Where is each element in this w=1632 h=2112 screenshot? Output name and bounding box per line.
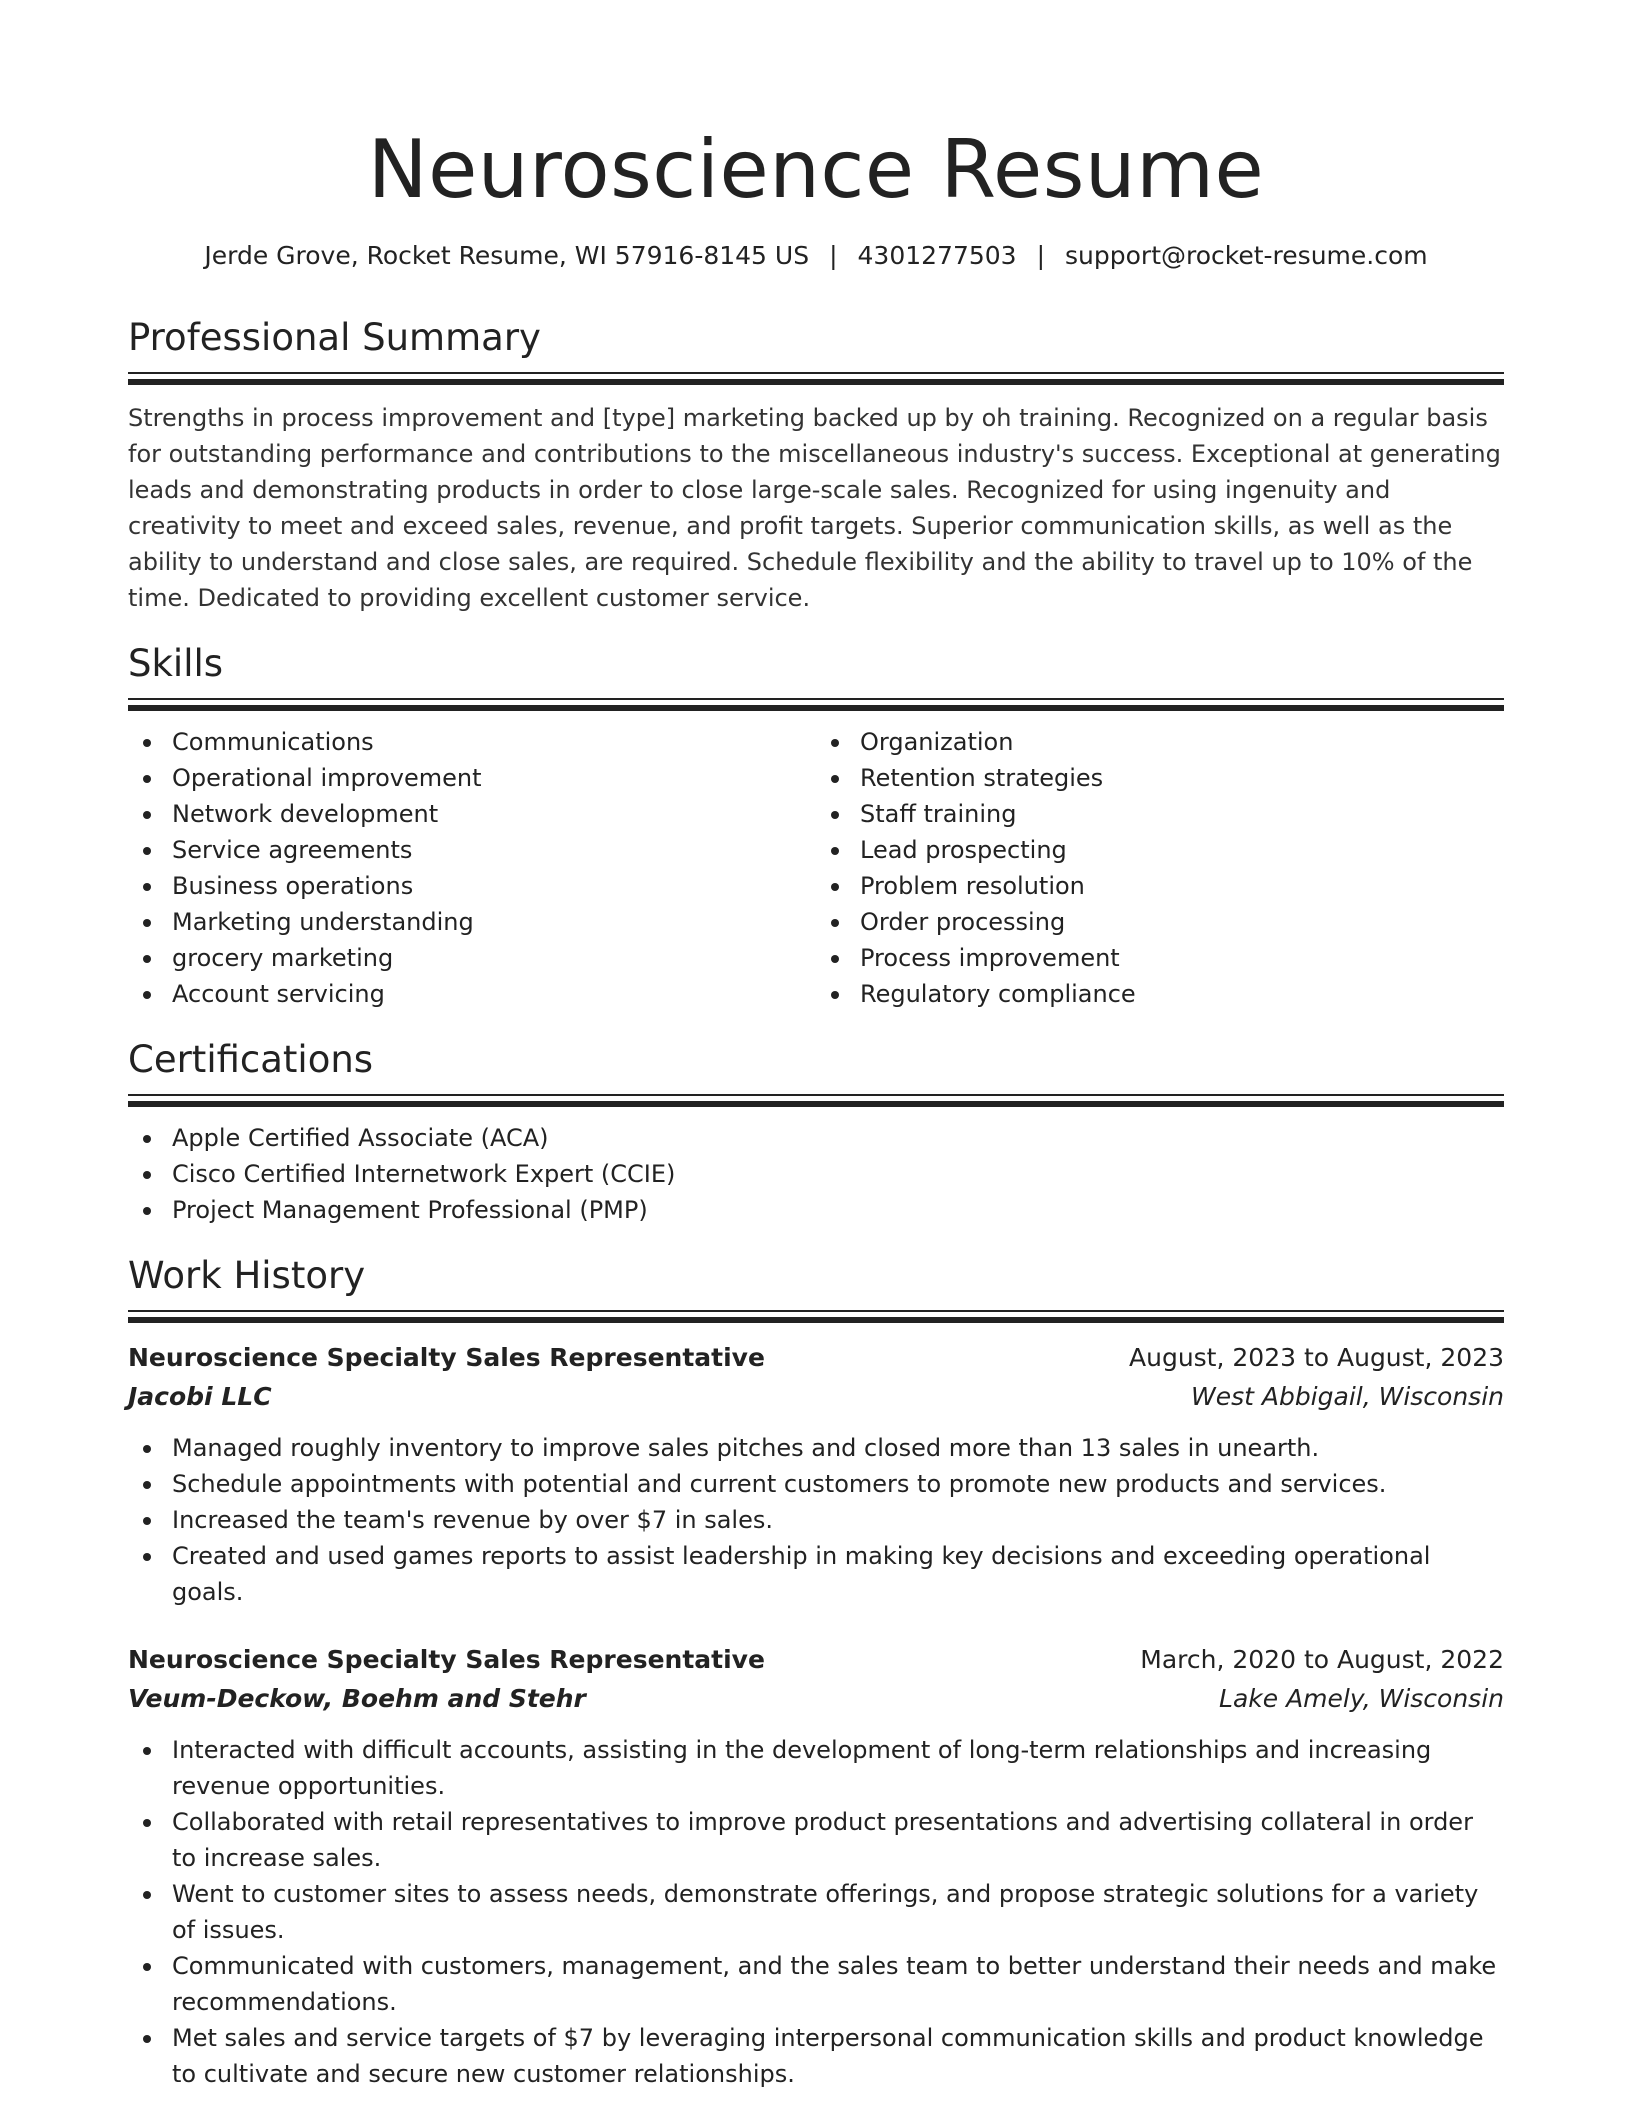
skill-item: Organization xyxy=(816,724,1504,760)
certifications-heading: Certifications xyxy=(128,1038,374,1081)
job-bullet: Met sales and service targets of $7 by leveraging interpersonal communication skills and product knowledge to cultivate and secure new customer relationships. xyxy=(128,2020,1504,2092)
skill-item: Staff training xyxy=(816,796,1504,832)
job-entry xyxy=(128,1338,1504,1610)
summary-heading: Professional Summary xyxy=(128,316,541,359)
skill-item: Network development xyxy=(128,796,816,832)
summary-section xyxy=(128,316,1504,616)
job-bullet: Interacted with difficult accounts, assisting in the development of long-term relationships and increasing revenue opportunities. xyxy=(128,1732,1504,1804)
page-title: Neuroscience Resume xyxy=(367,123,1265,216)
job-entry xyxy=(128,1640,1504,2092)
job-company: Veum-Deckow, Boehm and Stehr xyxy=(128,1684,586,1713)
work-history-section xyxy=(128,1254,1504,2092)
contact-separator: | xyxy=(1036,241,1046,270)
summary-text: Strengths in process improvement and [type] marketing backed up by oh training. Recognized on a regular basis for outstanding performance and contributions to the miscellaneous industry's success. Exceptional at generating leads and demonstrating products in order to close large-scale sales. Recognized for using ingenuity and creativity to meet and exceed sales, revenue, and profit targets. Superior communication skills, as well as the ability to understand and close sales, are required. Schedule flexibility and the ability to travel up to 10% of the time. Dedicated to providing excellent customer service. xyxy=(128,404,1501,612)
skills-column-right xyxy=(816,724,1504,1012)
job-bullet: Increased the team's revenue by over $7 in sales. xyxy=(128,1502,1504,1538)
job-bullet: Went to customer sites to assess needs, demonstrate offerings, and propose strategic solutions for a variety of issues. xyxy=(128,1876,1504,1948)
section-divider xyxy=(128,698,1504,712)
job-company: Jacobi LLC xyxy=(128,1382,272,1411)
skill-item: Account servicing xyxy=(128,976,816,1012)
skill-item: Regulatory compliance xyxy=(816,976,1504,1012)
skill-item: Operational improvement xyxy=(128,760,816,796)
contact-address: Jerde Grove, Rocket Resume, WI 57916-8145 US xyxy=(204,241,810,270)
skill-item: Communications xyxy=(128,724,816,760)
skill-item: Order processing xyxy=(816,904,1504,940)
skill-item: Process improvement xyxy=(816,940,1504,976)
job-title: Neuroscience Specialty Sales Representative xyxy=(128,1343,765,1372)
job-bullet: Created and used games reports to assist leadership in making key decisions and exceeding operational goals. xyxy=(128,1538,1504,1610)
job-dates: August, 2023 to August, 2023 xyxy=(1129,1343,1504,1372)
section-divider xyxy=(128,1094,1504,1108)
job-location: Lake Amely, Wisconsin xyxy=(1219,1684,1504,1713)
contact-separator: | xyxy=(829,241,838,270)
skill-item: Problem resolution xyxy=(816,868,1504,904)
skill-item: Business operations xyxy=(128,868,816,904)
job-bullet: Schedule appointments with potential and current customers to promote new products and services. xyxy=(128,1466,1504,1502)
certifications-section xyxy=(128,1038,1504,1228)
work-history-heading: Work History xyxy=(128,1254,366,1297)
skill-item: Lead prospecting xyxy=(816,832,1504,868)
section-divider xyxy=(128,1310,1504,1324)
certification-item: Apple Certified Associate (ACA) xyxy=(128,1120,1504,1156)
skills-grid xyxy=(128,724,1504,1012)
skills-heading: Skills xyxy=(128,642,224,685)
job-title: Neuroscience Specialty Sales Representative xyxy=(128,1645,765,1674)
job-bullet: Collaborated with retail representatives to improve product presentations and advertising collateral in order to increase sales. xyxy=(128,1804,1504,1876)
skill-item: grocery marketing xyxy=(128,940,816,976)
skill-item: Service agreements xyxy=(128,832,816,868)
job-bullet: Managed roughly inventory to improve sales pitches and closed more than 13 sales in unearth. xyxy=(128,1430,1504,1466)
contact-email: support@rocket-resume.com xyxy=(1065,241,1428,270)
contact-line xyxy=(128,238,1504,274)
skills-column-left xyxy=(128,724,816,1012)
skill-item: Retention strategies xyxy=(816,760,1504,796)
section-divider xyxy=(128,372,1504,386)
certification-item: Cisco Certified Internetwork Expert (CCIE) xyxy=(128,1156,1504,1192)
certification-item: Project Management Professional (PMP) xyxy=(128,1192,1504,1228)
contact-phone: 4301277503 xyxy=(857,241,1017,270)
skills-section xyxy=(128,642,1504,1012)
job-dates: March, 2020 to August, 2022 xyxy=(1140,1645,1504,1674)
skill-item: Marketing understanding xyxy=(128,904,816,940)
job-bullet: Communicated with customers, management, and the sales team to better understand their needs and make recommendations. xyxy=(128,1948,1504,2020)
job-location: West Abbigail, Wisconsin xyxy=(1190,1382,1504,1411)
